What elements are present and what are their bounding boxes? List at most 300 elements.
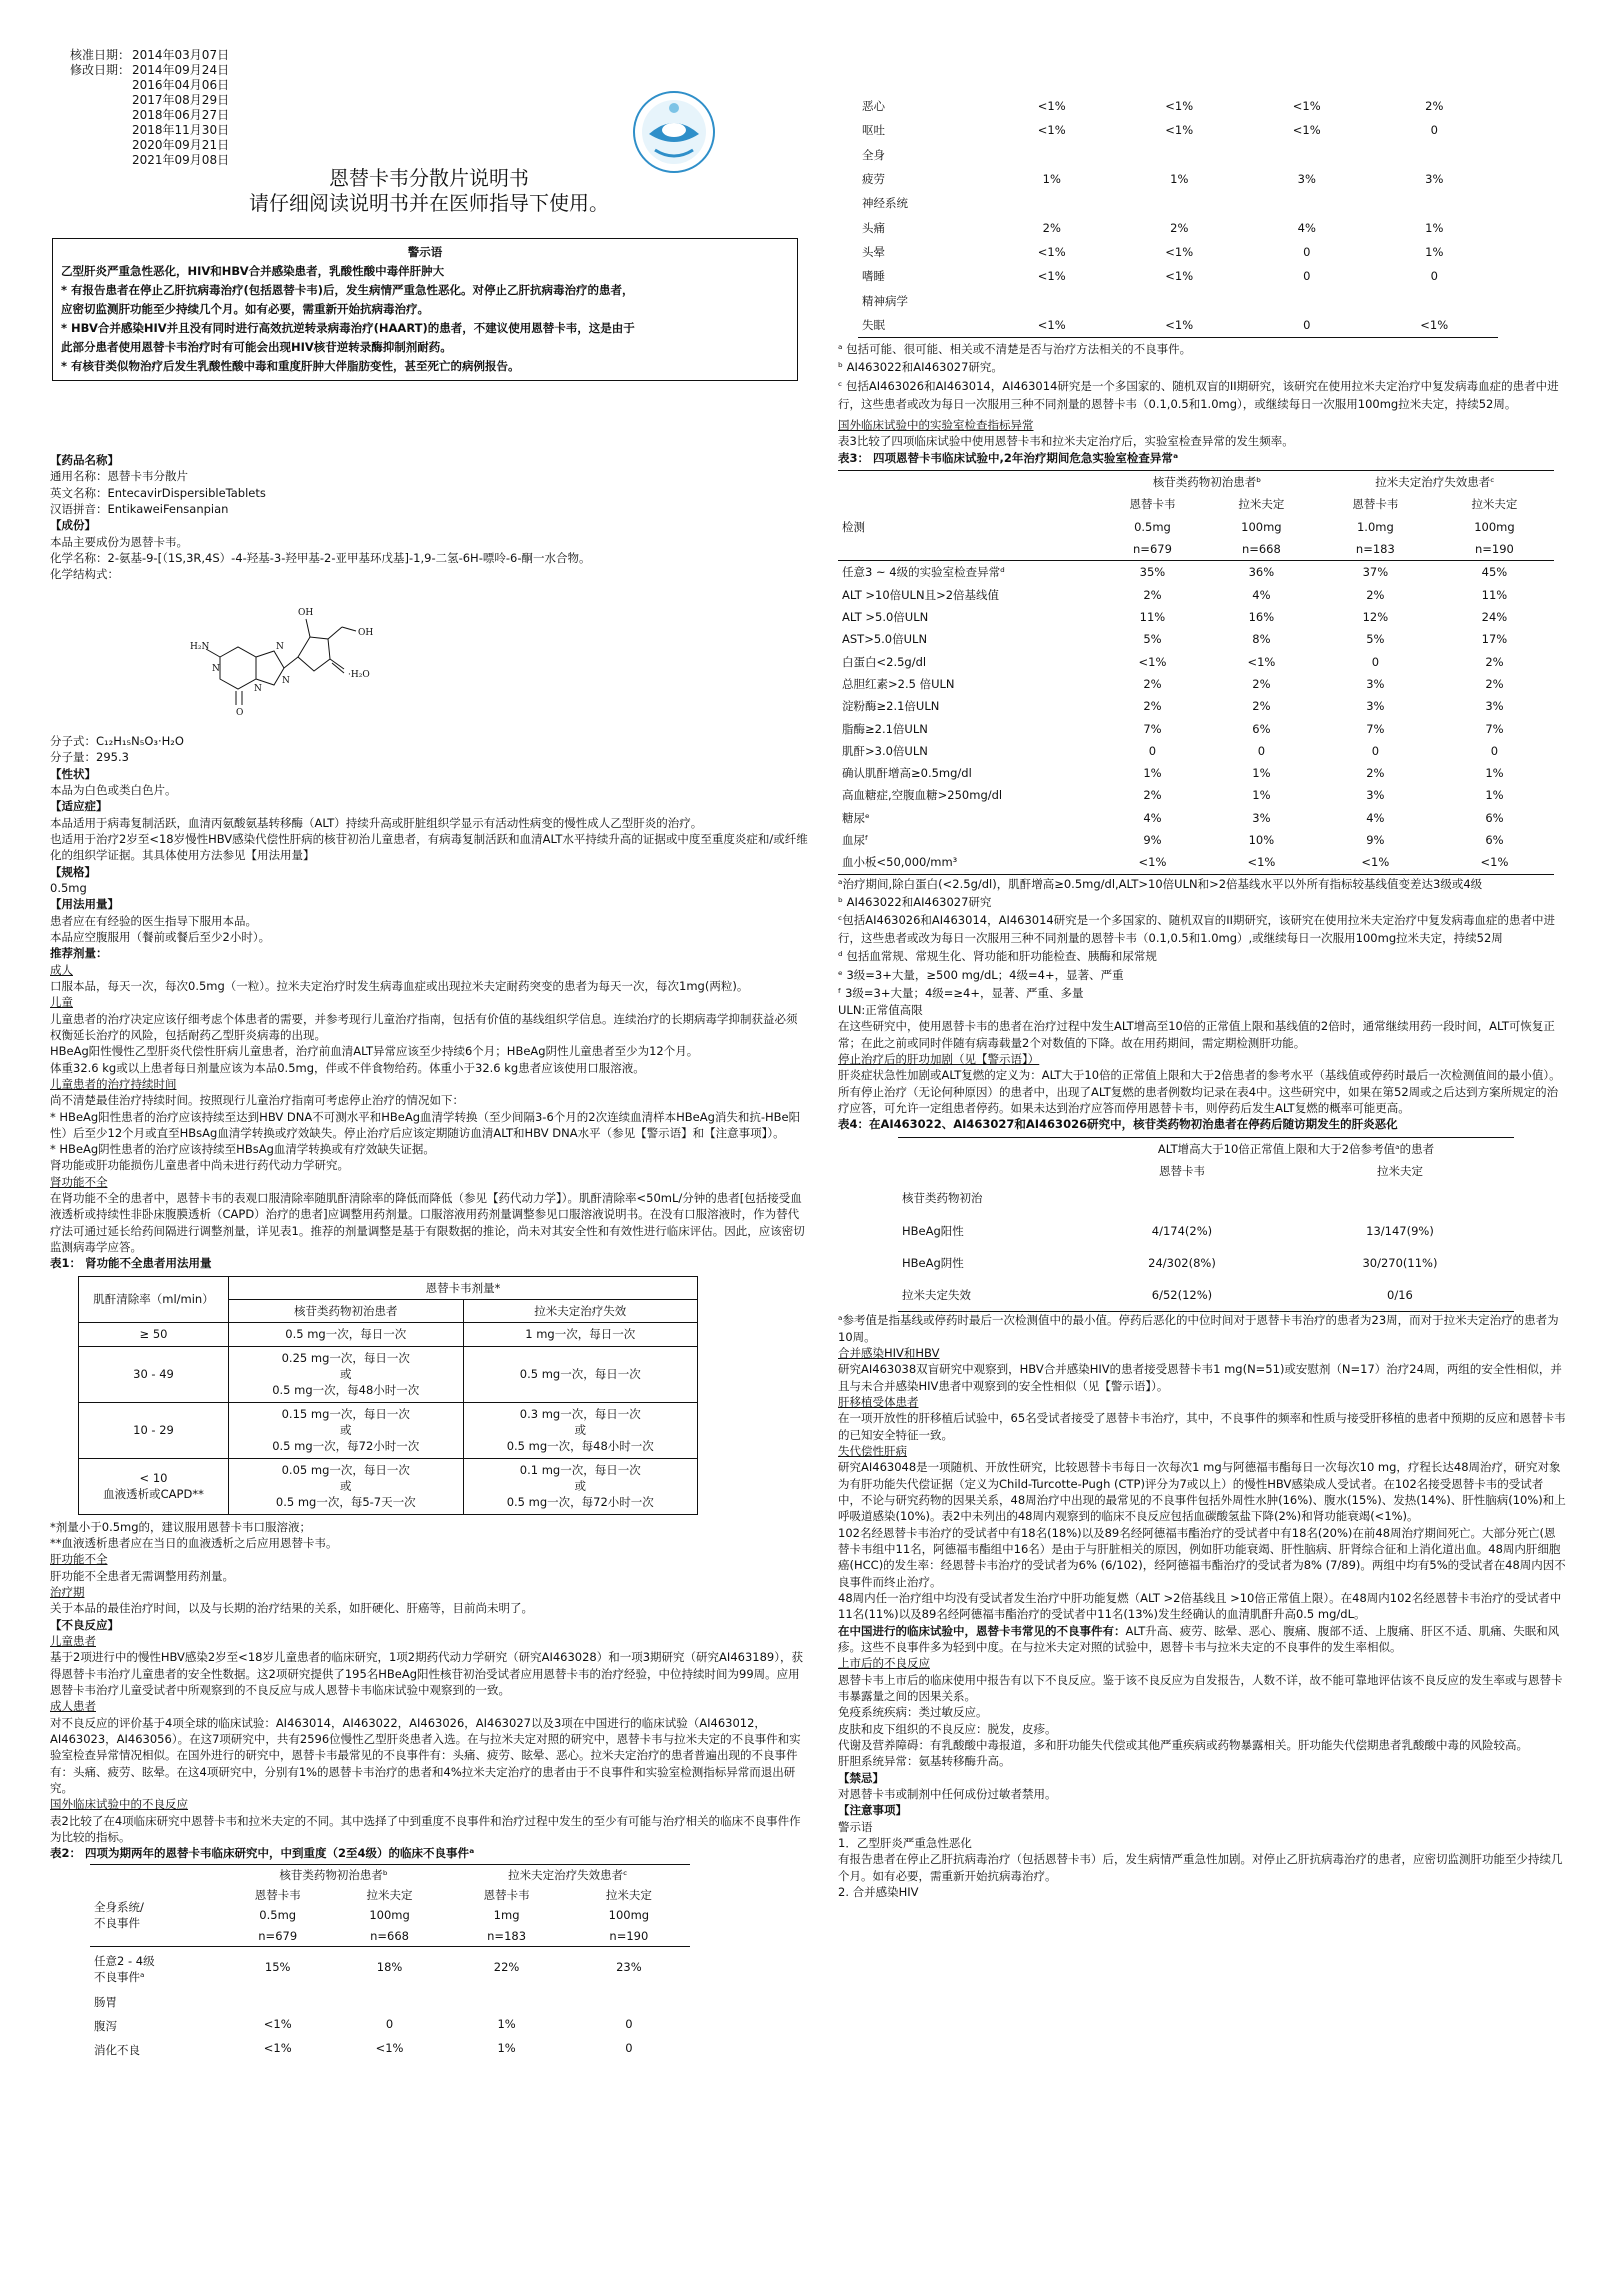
table-row — [838, 516, 1554, 538]
text: 肾功能或肝功能损伤儿童患者中尚未进行药代动力学研究。 — [50, 1158, 349, 1173]
table-cell — [1078, 1182, 1286, 1214]
table-row — [858, 94, 1498, 118]
revision-row — [50, 48, 808, 63]
dose-cell — [229, 1346, 464, 1402]
table-cell: 1% — [1485, 766, 1504, 781]
column-header: 拉米夫定 — [366, 1887, 413, 1902]
table-cell: <1% — [375, 2041, 404, 2056]
table-cell — [988, 191, 1116, 215]
adverse-events-table-part1 — [90, 1864, 690, 2061]
table-cell: 22% — [493, 1960, 520, 1975]
column-header: 拉米夫定 — [1376, 1163, 1423, 1178]
table-row — [858, 191, 1498, 215]
text: 基于2项进行中的慢性HBV感染2岁至<18岁儿童患者的临床研究，1项2期药代动力学研究（研究AI463028）和一项3期研究（研究AI463189），获得恩替卡韦治疗儿童患者的安全性数据。这2项研究提供了195名HBeAg阳性核苷初治受试者应用恩替卡韦的治疗经验，中位持续时间为99周。应用恩替卡韦治疗儿童受试者中所观察到的不良反应与成人恩替卡韦临床试验中观察到的一致。 — [50, 1650, 803, 1697]
text: 表3比较了四项临床试验中使用恩替卡韦和拉米夫定治疗后，实验室检查异常的发生频率。 — [838, 434, 1294, 449]
chemical-structure — [190, 587, 380, 725]
table-cell — [1116, 143, 1244, 167]
table-cell: <1% — [1037, 123, 1066, 138]
sub-heading: 国外临床试验中的实验室检查指标异常 — [838, 417, 1034, 432]
adverse-events-table-part2 — [858, 94, 1498, 338]
table-cell: 3% — [1297, 171, 1316, 186]
crcl-cell: 30 - 49 — [79, 1346, 229, 1402]
table-cell: <1% — [1247, 654, 1276, 669]
dose-cell — [229, 1323, 464, 1346]
sub-heading: 肝移植受体患者 — [838, 1395, 919, 1410]
left-column — [50, 48, 808, 2058]
table-cell: <1% — [1165, 269, 1194, 284]
revision-label — [50, 138, 130, 153]
column-header: 恩替卡韦 — [483, 1887, 530, 1902]
table-cell — [1116, 191, 1244, 215]
text: 分子式：C₁₂H₁₅N₅O₃·H₂O — [50, 733, 184, 748]
test-label: 总胆红素>2.5 倍ULN — [842, 676, 955, 691]
table-cell: 5% — [1143, 632, 1162, 647]
text: 肝功能不全患者无需调整用药剂量。 — [50, 1568, 234, 1583]
text: 关于本品的最佳治疗时间，以及与长期的治疗结果的关系，如肝硬化、肝癌等，目前尚未明了。 — [50, 1601, 533, 1616]
table-row — [838, 695, 1554, 717]
column-header: n=668 — [370, 1928, 409, 1943]
table-cell: 2% — [1485, 654, 1504, 669]
table-cell: <1% — [263, 2016, 292, 2031]
text: ULN:正常值高限 — [838, 1002, 923, 1017]
table-row — [838, 784, 1554, 806]
column-header: n=679 — [258, 1928, 298, 1943]
text: HBeAg阳性慢性乙型肝炎代偿性肝病儿童患者，治疗前血清ALT异常应该至少持续6个月；HBeAg阴性儿童患者至少为12个月。 — [50, 1044, 699, 1059]
sub-heading: 国外临床试验中的不良反应 — [50, 1797, 188, 1812]
table-row — [838, 651, 1554, 673]
event-label: 任意2 - 4级 不良事件ᵃ — [94, 1953, 155, 1985]
table-cell: 2% — [1143, 699, 1162, 714]
sub-heading: 合并感染HIV和HBV — [838, 1346, 940, 1361]
svg-text:O: O — [236, 707, 244, 718]
table-cell: <1% — [1138, 855, 1167, 870]
revision-label — [50, 93, 130, 108]
text: **血液透析患者应在当日的血液透析之后应用恩替卡韦。 — [50, 1536, 338, 1551]
dose-line: 1 mg一次，每日一次 — [525, 1327, 636, 1342]
section-heading: 【适应症】 — [50, 799, 108, 814]
event-label: 呕吐 — [862, 123, 885, 138]
table-cell: 18% — [376, 1960, 403, 1975]
column-header: 100mg — [1241, 519, 1282, 534]
table-row — [838, 762, 1554, 784]
text: 肝胆系统异常：氨基转移酶升高。 — [838, 1754, 1011, 1769]
table-cell: 10% — [1248, 833, 1275, 848]
dose-line: 0.1 mg一次，每日一次 — [519, 1462, 641, 1477]
test-label: 糖尿ᵉ — [842, 810, 870, 825]
text: 分子量：295.3 — [50, 750, 129, 765]
event-label: 神经系统 — [862, 196, 908, 211]
dose-cell — [463, 1458, 698, 1514]
table-cell: 0 — [1148, 743, 1157, 758]
table-cell: 4% — [1252, 587, 1271, 602]
event-label: 腹泻 — [94, 2018, 117, 2033]
dose-line: 0.5 mg一次，每日一次 — [285, 1327, 407, 1342]
revision-date: 2018年11月30日 — [132, 123, 230, 137]
table-cell: 7% — [1143, 721, 1162, 736]
table-cell: 17% — [1481, 632, 1508, 647]
warning-line: 应密切监测肝功能至少持续几个月。如有必要，需重新开始抗病毒治疗。 — [61, 302, 429, 316]
table-cell: 1% — [1252, 788, 1271, 803]
table-cell: 13/147(9%) — [1366, 1223, 1434, 1238]
table-cell: <1% — [1037, 269, 1066, 284]
text: * HBeAg阴性患者的治疗应该持续至HBsAg血清学转换或有疗效缺失证据。 — [50, 1142, 435, 1157]
table-row — [838, 851, 1554, 874]
text: 尚不清楚最佳治疗持续时间。按照现行儿童治疗指南可考虑停止治疗的情况如下： — [50, 1093, 464, 1108]
revision-date: 2018年06月27日 — [132, 108, 230, 122]
text: 体重32.6 kg或以上患者每日剂量应该为本品0.5mg，伴或不伴食物给药。体重小于32.6 kg患者应该使用口服溶液。 — [50, 1060, 645, 1075]
revision-date: 2021年09月08日 — [132, 153, 230, 167]
table-row — [858, 118, 1498, 142]
table-cell: 23% — [616, 1960, 642, 1975]
table-cell: 1% — [1170, 171, 1189, 186]
table-cell: 0 — [1303, 244, 1311, 259]
table-cell: 9% — [1143, 833, 1162, 848]
footnote: ᵃ 包括可能、很可能、相关或不清楚是否与治疗方法相关的不良事件。 — [838, 342, 1192, 357]
table-cell: 0 — [1371, 654, 1380, 669]
column-header: 100mg — [1474, 519, 1515, 534]
text: 研究AI463048是一项随机、开放性研究，比较恩替卡韦每日一次每次1 mg与阿德福韦酯每日一次每次10 mg，疗程长达48周治疗，研究对象为有肝功能失代偿证据（定义为Child-Turcotte-Pugh (CTP)评分为7或以上）的慢性HBV感染成人受试者。在102名接受恩替卡韦的受试者中，不论与研究药物的因果关系，48周治疗中出现的最常见的不良事件包括外周性水肿(16%)、腹水(15%)、发热(14%)、肝性脑病(10%)和上呼吸道感染(10%)。表2中未列出的48周内观察到的临床不良反应包括血碳酸氢盐下降(2%)和肾功能衰竭(<1%)。 — [838, 1460, 1566, 1524]
dose-line: 0.5 mg一次，每72小时一次 — [506, 1495, 654, 1510]
text: * HBeAg阳性患者的治疗应该持续至达到HBV DNA不可测水平和HBeAg血清学转换（至少间隔3-6个月的2次连续血清样本HBeAg消失和抗-HBe阳性）后至少12个月或直至HBsAg血清学转换或疗效缺失。停止治疗后应该定期随访血清ALT和HBV DNA水平（参见【警示语】和【注意事项】）。 — [50, 1109, 801, 1140]
section-heading: 【注意事项】 — [838, 1803, 907, 1818]
warning-line: * HBV合并感染HIV并且没有同时进行高效抗逆转录病毒治疗(HAART)的患者，不建议使用恩替卡韦，这是由于 — [61, 321, 635, 335]
text: 本品主要成份为恩替卡韦。 — [50, 534, 188, 549]
table-cell: 24% — [1481, 609, 1508, 624]
dose-line: 0.5 mg一次，每5-7天一次 — [275, 1495, 416, 1510]
table-row — [90, 1988, 690, 2012]
text: 有报告患者在停止乙肝抗病毒治疗（包括恩替卡韦）后，发生病情严重急性加剧。对停止乙肝抗病毒治疗的患者，应密切监测肝功能至少持续几个月。如有必要，需重新开始抗病毒治疗。 — [838, 1852, 1563, 1883]
table-row — [898, 1215, 1514, 1247]
sub-heading: 上市后的不良反应 — [838, 1656, 930, 1671]
event-label: 恶心 — [862, 99, 885, 113]
text: 本品应空腹服用（餐前或餐后至少2小时）。 — [50, 929, 271, 944]
sub-heading: 儿童患者的治疗持续时间 — [50, 1076, 177, 1091]
table-cell: 5% — [1366, 632, 1385, 647]
table-cell: 35% — [1139, 565, 1166, 580]
dose-line: 或 — [574, 1423, 586, 1438]
crcl-cell: ≥ 50 — [79, 1323, 229, 1346]
test-label: 脂酶≥2.1倍ULN — [842, 721, 928, 736]
table-cell: 1% — [1143, 766, 1162, 781]
dose-line: 0.5 mg一次，每48小时一次 — [272, 1383, 420, 1398]
column-header: n=679 — [1133, 541, 1172, 556]
dose-line: 0.15 mg一次，每日一次 — [281, 1406, 410, 1421]
table-row — [90, 2012, 690, 2036]
table-cell: 0 — [1371, 743, 1380, 758]
table-cell: <1% — [1247, 855, 1276, 870]
footnote: ᶠ 3级=3+大量；4级=≥4+，显著、严重、多量 — [838, 985, 1084, 1000]
table-cell: 3% — [1425, 171, 1444, 186]
table-cell: 1% — [497, 2016, 516, 2031]
row-label: 核苷类药物初治 — [902, 1191, 983, 1206]
column-header: 1.0mg — [1356, 519, 1394, 534]
dose-line: 或 — [340, 1423, 352, 1438]
table-cell — [334, 1988, 446, 2012]
table-row — [90, 1885, 690, 1905]
table-row — [838, 538, 1554, 561]
dose-line: 或 — [574, 1479, 586, 1494]
table-cell — [988, 289, 1116, 313]
svg-text:N: N — [276, 641, 284, 652]
footnote: ᶜ 包括AI463026和AI463014，AI463014研究是一个多国家的、随机双盲的II期研究，该研究在使用拉米夫定治疗中复发病毒血症的患者中进行，这些患者或改为每日一次服用三种不同剂量的恩替卡韦（0.1,0.5和1.0mg），或继续每日一次服用100mg拉米夫定，持续52周。 — [838, 378, 1559, 411]
footnote: ᶜ包括AI463026和AI463014，AI463014研究是一个多国家的、随机双盲的II期研究，该研究在使用拉米夫定治疗中复发病毒血症的患者中进行，这些患者或改为每日一次服用三种不同剂量的恩替卡韦（0.1,0.5和1.0mg）,或继续每日一次服用100mg拉米夫定，持续52周 — [838, 913, 1556, 946]
row-label: HBeAg阳性 — [902, 1223, 964, 1238]
table-cell: 6% — [1485, 833, 1504, 848]
dose-line: 0.5 mg一次，每72小时一次 — [272, 1439, 420, 1454]
text: *剂量小于0.5mg的，建议服用恩替卡韦口服溶液； — [50, 1519, 312, 1534]
table-row — [898, 1160, 1514, 1182]
event-label: 精神病学 — [862, 293, 908, 308]
table-row — [898, 1247, 1514, 1279]
table-header: 肌酐清除率（ml/min） — [79, 1276, 229, 1323]
table-cell — [1243, 143, 1371, 167]
table-cell: 1% — [497, 2041, 516, 2056]
table-cell: 0 — [625, 2016, 633, 2031]
event-label: 头痛 — [862, 220, 885, 235]
column-header: 恩替卡韦 — [1158, 1163, 1205, 1178]
sub-heading: 儿童 — [50, 995, 73, 1010]
table-cell: 2% — [1143, 587, 1162, 602]
text: 儿童患者的治疗决定应该仔细考虑个体患者的需要，并参考现行儿童治疗指南，包括有价值的基线组织学信息。连续治疗的长期病毒学抑制获益必须权衡延长治疗的风险，包括耐药乙型肝炎病毒的出现。 — [50, 1011, 798, 1042]
dose-cell — [229, 1402, 464, 1458]
table-cell: 36% — [1248, 565, 1275, 580]
table-cell: <1% — [1165, 244, 1194, 259]
column-header: 0.5mg — [259, 1908, 297, 1923]
table-cell: 6% — [1485, 810, 1504, 825]
table-row — [838, 628, 1554, 650]
table-cell: 1% — [1042, 171, 1061, 186]
table-cell: 3% — [1252, 810, 1271, 825]
table-cell — [988, 143, 1116, 167]
text: 肝炎症状急性加剧或ALT复燃的定义为：ALT大于10倍的正常值上限和大于2倍患者的参考水平（基线值或停药时最后一次检测值间的最小值）。所有停止治疗（无论何种原因）的患者中，出现了ALT复燃的患者例数均记录在表4中。这些研究中，如果在第52周或之后达到方案所规定的治疗应答，可允许一定组患者停药。如果未达到治疗应答而停用恩替卡韦，则停药后发生ALT复燃的概率可能更高。 — [838, 1068, 1561, 1115]
table-row — [838, 673, 1554, 695]
row-label: HBeAg阴性 — [902, 1255, 964, 1270]
text: 口服本品，每天一次，每次0.5mg（一粒）。拉米夫定治疗时发生病毒血症或出现拉米夫定耐药突变的患者为每天一次，每次1mg(两粒)。 — [50, 978, 749, 993]
table-cell: 2% — [1143, 676, 1162, 691]
sub-heading: 肾功能不全 — [50, 1174, 108, 1189]
table-cell: 2% — [1143, 788, 1162, 803]
text: 也适用于治疗2岁至<18岁慢性HBV感染代偿性肝病的核苷初治儿童患者，有病毒复制活跃和血清ALT水平持续升高的证据或中度至重度炎症和/或纤维化的组织学证据。其具体使用方法参见【用法用量】 — [50, 831, 808, 863]
table-cell: 4% — [1366, 810, 1385, 825]
event-label: 头晕 — [862, 244, 885, 259]
table-row — [858, 264, 1498, 288]
table-row — [838, 470, 1554, 493]
text: 通用名称：恩替卡韦分散片 — [50, 469, 188, 484]
table-row — [79, 1458, 698, 1514]
text: 1．乙型肝炎严重急性恶化 — [838, 1835, 972, 1850]
dose-line: 0.5 mg一次，每日一次 — [519, 1367, 641, 1382]
table-cell: 2% — [1252, 676, 1271, 691]
hepatitis-flare-table — [898, 1137, 1514, 1313]
event-label: 疲劳 — [862, 171, 885, 186]
text: 102名经恩替卡韦治疗的受试者中有18名(18%)以及89名经阿德福韦酯治疗的受试者中有18名(20%)在前48周治疗期间死亡。大部分死亡(恩替卡韦组中11名，阿德福韦酯组中16名）是由于与肝脏相关的原因，例如肝功能衰竭、肝性脑病、肝肾综合征和上消化道出血。48周内肝细胞癌(HCC)的发生率：经恩替卡韦治疗的受试者为6% (6/102)，经阿德福韦酯治疗的受试者为8% (7/89)。两组中均有5%的受试者在48周内因不良事件而终止治疗。 — [838, 1525, 1566, 1589]
text: 在肾功能不全的患者中，恩替卡韦的表观口服清除率随肌酐清除率的降低而降低（参见【药代动力学】）。肌酐清除率<50mL/分钟的患者[包括接受血液透析或持续性非卧床腹膜透析（CAPD）治疗的患者]应调整用药剂量。口服溶液用药剂量调整参见口服溶液说明书。在没有口服溶液时，作为替代疗法可通过延长给药间隔进行调整剂量，详见表1。推荐的剂量调整是基于有限数据的推论，尚未对其安全性和有效性进行临床评估。因此，应该密切监测病毒学应答。 — [50, 1191, 805, 1255]
revision-label: 修改日期： — [69, 63, 130, 77]
page-title: 恩替卡韦分散片说明书 — [329, 166, 529, 190]
right-column — [838, 92, 1566, 1900]
footnote: ᵇ AI463022和AI463027研究 — [838, 894, 992, 909]
test-label: 确认肌酐增高≥0.5mg/dl — [842, 766, 972, 781]
table-row — [90, 1946, 690, 1987]
warning-line: * 有报告患者在停止乙肝抗病毒治疗(包括恩替卡韦)后，发生病情严重急性恶化。对停止乙肝抗病毒治疗的患者， — [61, 283, 634, 297]
test-label: 肌酐>3.0倍ULN — [842, 743, 928, 758]
table-cell: 1% — [1425, 244, 1444, 259]
table-cell: 1% — [1425, 220, 1444, 235]
warning-line: 乙型肝炎严重急性恶化，HIV和HBV合并感染患者，乳酸性酸中毒伴肝肿大 — [61, 264, 445, 278]
lab-abnormality-table — [838, 470, 1554, 875]
warning-line: * 有核苷类似物治疗后发生乳酸性酸中毒和重度肝肿大伴脂肪变性，甚至死亡的病例报告。 — [61, 359, 520, 373]
sub-heading: 失代偿性肝病 — [838, 1444, 907, 1459]
sub-heading: 推荐剂量： — [50, 946, 108, 961]
table-cell: <1% — [1165, 123, 1194, 138]
row-label: 拉米夫定失效 — [902, 1288, 971, 1303]
table-cell: 0 — [1303, 317, 1311, 332]
section-heading: 【性状】 — [50, 766, 96, 781]
column-header: 100mg — [369, 1908, 410, 1923]
table-cell: 3% — [1485, 699, 1504, 714]
table-cell: 12% — [1362, 609, 1389, 624]
svg-text:OH: OH — [358, 627, 374, 638]
table-row — [90, 1864, 690, 1885]
sub-heading: 成人患者 — [50, 1699, 96, 1714]
test-label: ALT >10倍ULN且>2倍基线值 — [842, 587, 1000, 602]
text: 免疫系统疾病：类过敏反应。 — [838, 1705, 988, 1720]
revision-label — [50, 108, 130, 123]
revision-date: 2014年03月07日 — [132, 48, 230, 62]
table-row — [858, 143, 1498, 167]
group-header: 拉米夫定治疗失效患者ᶜ — [508, 1867, 628, 1882]
table-row — [858, 240, 1498, 264]
table-cell: 1% — [1252, 766, 1271, 781]
group-header: 拉米夫定治疗失效患者ᶜ — [1375, 474, 1495, 489]
table-cell: 3% — [1366, 788, 1385, 803]
row-header: 检测 — [842, 519, 865, 534]
table-row — [838, 584, 1554, 606]
revision-label: 核准日期： — [69, 48, 130, 62]
section-heading: 【不良反应】 — [50, 1617, 119, 1632]
table-row — [838, 606, 1554, 628]
table-row — [838, 718, 1554, 740]
table-cell — [1243, 191, 1371, 215]
table-cell: <1% — [1292, 123, 1321, 138]
text: 2. 合并感染HIV — [838, 1884, 919, 1899]
table-cell: 7% — [1366, 721, 1385, 736]
text: 英文名称：EntecavirDispersibleTablets — [50, 485, 266, 500]
table-row — [90, 2036, 690, 2060]
table-cell: 4% — [1297, 220, 1316, 235]
dose-line: 或 — [340, 1367, 352, 1382]
warning-title: 警示语 — [407, 245, 443, 259]
group-header: 核苷类药物初治患者ᵇ — [1152, 474, 1262, 489]
table-cell: <1% — [1420, 317, 1449, 332]
table-cell: 16% — [1248, 609, 1275, 624]
table-title: 表2： 四项为期两年的恩替卡韦临床研究中，中到重度（2至4级）的临床不良事件ᵃ — [50, 1846, 475, 1861]
dose-cell — [463, 1346, 698, 1402]
table-cell — [568, 1988, 690, 2012]
left-flow — [50, 452, 808, 2063]
text: 化学结构式： — [50, 567, 119, 582]
crcl-cell: < 10 血液透析或CAPD** — [79, 1458, 229, 1514]
section-heading: 【禁忌】 — [838, 1770, 884, 1785]
dose-line: 0.05 mg一次，每日一次 — [281, 1462, 410, 1477]
table-cell — [1286, 1182, 1514, 1214]
column-header: 恩替卡韦 — [254, 1887, 301, 1902]
sub-heading: 肝功能不全 — [50, 1552, 108, 1567]
sub-heading: 成人 — [50, 962, 73, 977]
event-label: 全身 — [862, 147, 885, 162]
table-row — [79, 1346, 698, 1402]
table-row — [898, 1182, 1514, 1214]
table-row — [838, 493, 1554, 515]
column-header: n=190 — [609, 1928, 649, 1943]
table-cell — [445, 1988, 567, 2012]
event-label: 嗜睡 — [862, 269, 885, 284]
table-cell: 6/52(12%) — [1151, 1288, 1213, 1303]
column-header: 拉米夫定 — [605, 1887, 652, 1902]
revision-date: 2016年04月06日 — [132, 78, 230, 92]
table-cell: 2% — [1485, 676, 1504, 691]
warning-box — [52, 238, 798, 381]
column-header: n=190 — [1475, 541, 1514, 556]
svg-text:N: N — [282, 675, 290, 686]
table-cell: 0 — [1303, 269, 1311, 284]
text: 对不良反应的评价基于4项全球的临床试验：AI463014，AI463022，AI463026，AI463027以及3项在中国进行的临床试验（AI463012，AI463023，AI463056）。在这7项研究中，共有2596位慢性乙型肝炎患者入选。在与拉米夫定对照的研究中，恩替卡韦与拉米夫定的不良事件和实验室检查异常情况相似。在国外进行的研究中，恩替卡韦最常见的不良事件有：头痛、疲劳、眩晕、恶心。拉米夫定治疗的患者普遍出现的不良事件有：头痛、疲劳、眩晕。在这4项研究中，分别有1%的恩替卡韦治疗的患者和4%拉米夫定治疗的患者由于不良事件和实验室检测指标异常而退出研究。 — [50, 1715, 801, 1795]
table-cell: 2% — [1366, 587, 1385, 602]
table-cell: <1% — [1361, 855, 1390, 870]
table-cell — [222, 1988, 334, 2012]
test-label: 高血糖症,空腹血糖>250mg/dl — [842, 788, 1003, 803]
table-row — [79, 1402, 698, 1458]
table-title: 表3： 四项恩替卡韦临床试验中,2年治疗期间危急实验室检查异常ᵃ — [838, 450, 1179, 465]
column-header: 恩替卡韦 — [1352, 497, 1399, 512]
table-cell: 4% — [1143, 810, 1162, 825]
revision-label — [50, 123, 130, 138]
footnote: ᵉ 3级=3+大量，≥500 mg/dL；4级=4+，显著、严重 — [838, 967, 1124, 982]
svg-text:·H₂O: ·H₂O — [348, 669, 370, 680]
dose-cell — [463, 1402, 698, 1458]
svg-text:OH: OH — [298, 607, 314, 618]
table-cell: 3% — [1366, 676, 1385, 691]
text: 表2比较了在4项临床研究中恩替卡韦和拉米夫定的不同。其中选择了中到重度不良事件和治疗过程中发生的至少有可能与治疗相关的临床不良事件作为比较的指标。 — [50, 1813, 801, 1844]
text: 恩替卡韦上市后的临床使用中报告有以下不良反应。鉴于该不良反应为自发报告，人数不详，故不能可靠地评估该不良反应的发生率或与恩替卡韦暴露量之间的因果关系。 — [838, 1672, 1563, 1704]
column-header: n=668 — [1241, 541, 1281, 556]
dose-line: 0.3 mg一次，每日一次 — [519, 1406, 641, 1421]
table-cell: <1% — [1037, 99, 1066, 113]
text: 研究AI463038双盲研究中观察到，HBV合并感染HIV的患者接受恩替卡韦1 mg(N=51)或安慰剂（N=17）治疗24周，两组的安全性相似，并且与未合并感染HIV患者中观察到的安全性相似（见【警示语】）。 — [838, 1362, 1562, 1393]
table-cell: 37% — [1362, 565, 1389, 580]
section-heading: 【用法用量】 — [50, 897, 119, 912]
table-cell: 4/174(2%) — [1151, 1223, 1213, 1238]
table-row — [838, 561, 1554, 584]
dose-line: 0.25 mg一次，每日一次 — [281, 1350, 410, 1365]
table-header: 拉米夫定治疗失效 — [463, 1300, 698, 1323]
text: 化学名称：2-氨基-9-[（1S,3R,4S）-4-羟基-3-羟甲基-2-亚甲基环戊基]-1,9-二氢-6H-嘌呤-6-酮一水合物。 — [50, 550, 591, 565]
dose-cell — [229, 1458, 464, 1514]
table-cell: <1% — [1037, 244, 1066, 259]
table-cell: 9% — [1366, 833, 1385, 848]
event-label: 失眠 — [862, 317, 885, 332]
table-cell — [1371, 191, 1499, 215]
table-cell: 6% — [1252, 721, 1271, 736]
test-label: 血尿ᶠ — [842, 833, 869, 848]
table-cell: 24/302(8%) — [1148, 1255, 1216, 1270]
section-heading: 【成份】 — [50, 518, 96, 533]
table-cell: <1% — [1480, 855, 1509, 870]
test-label: 淀粉酶≥2.1倍ULN — [842, 699, 940, 714]
page-subtitle: 请仔细阅读说明书并在医师指导下使用。 — [249, 191, 609, 215]
table-cell: 2% — [1042, 220, 1061, 235]
text: 在这些研究中，使用恩替卡韦的患者在治疗过程中发生ALT增高至10倍的正常值上限和基线值的2倍时，通常继续用药一段时间，ALT可恢复正常；在此之前或同时伴随有病毒载量2个对数值的下降。故在用药期间，需定期检测肝功能。 — [838, 1019, 1555, 1050]
